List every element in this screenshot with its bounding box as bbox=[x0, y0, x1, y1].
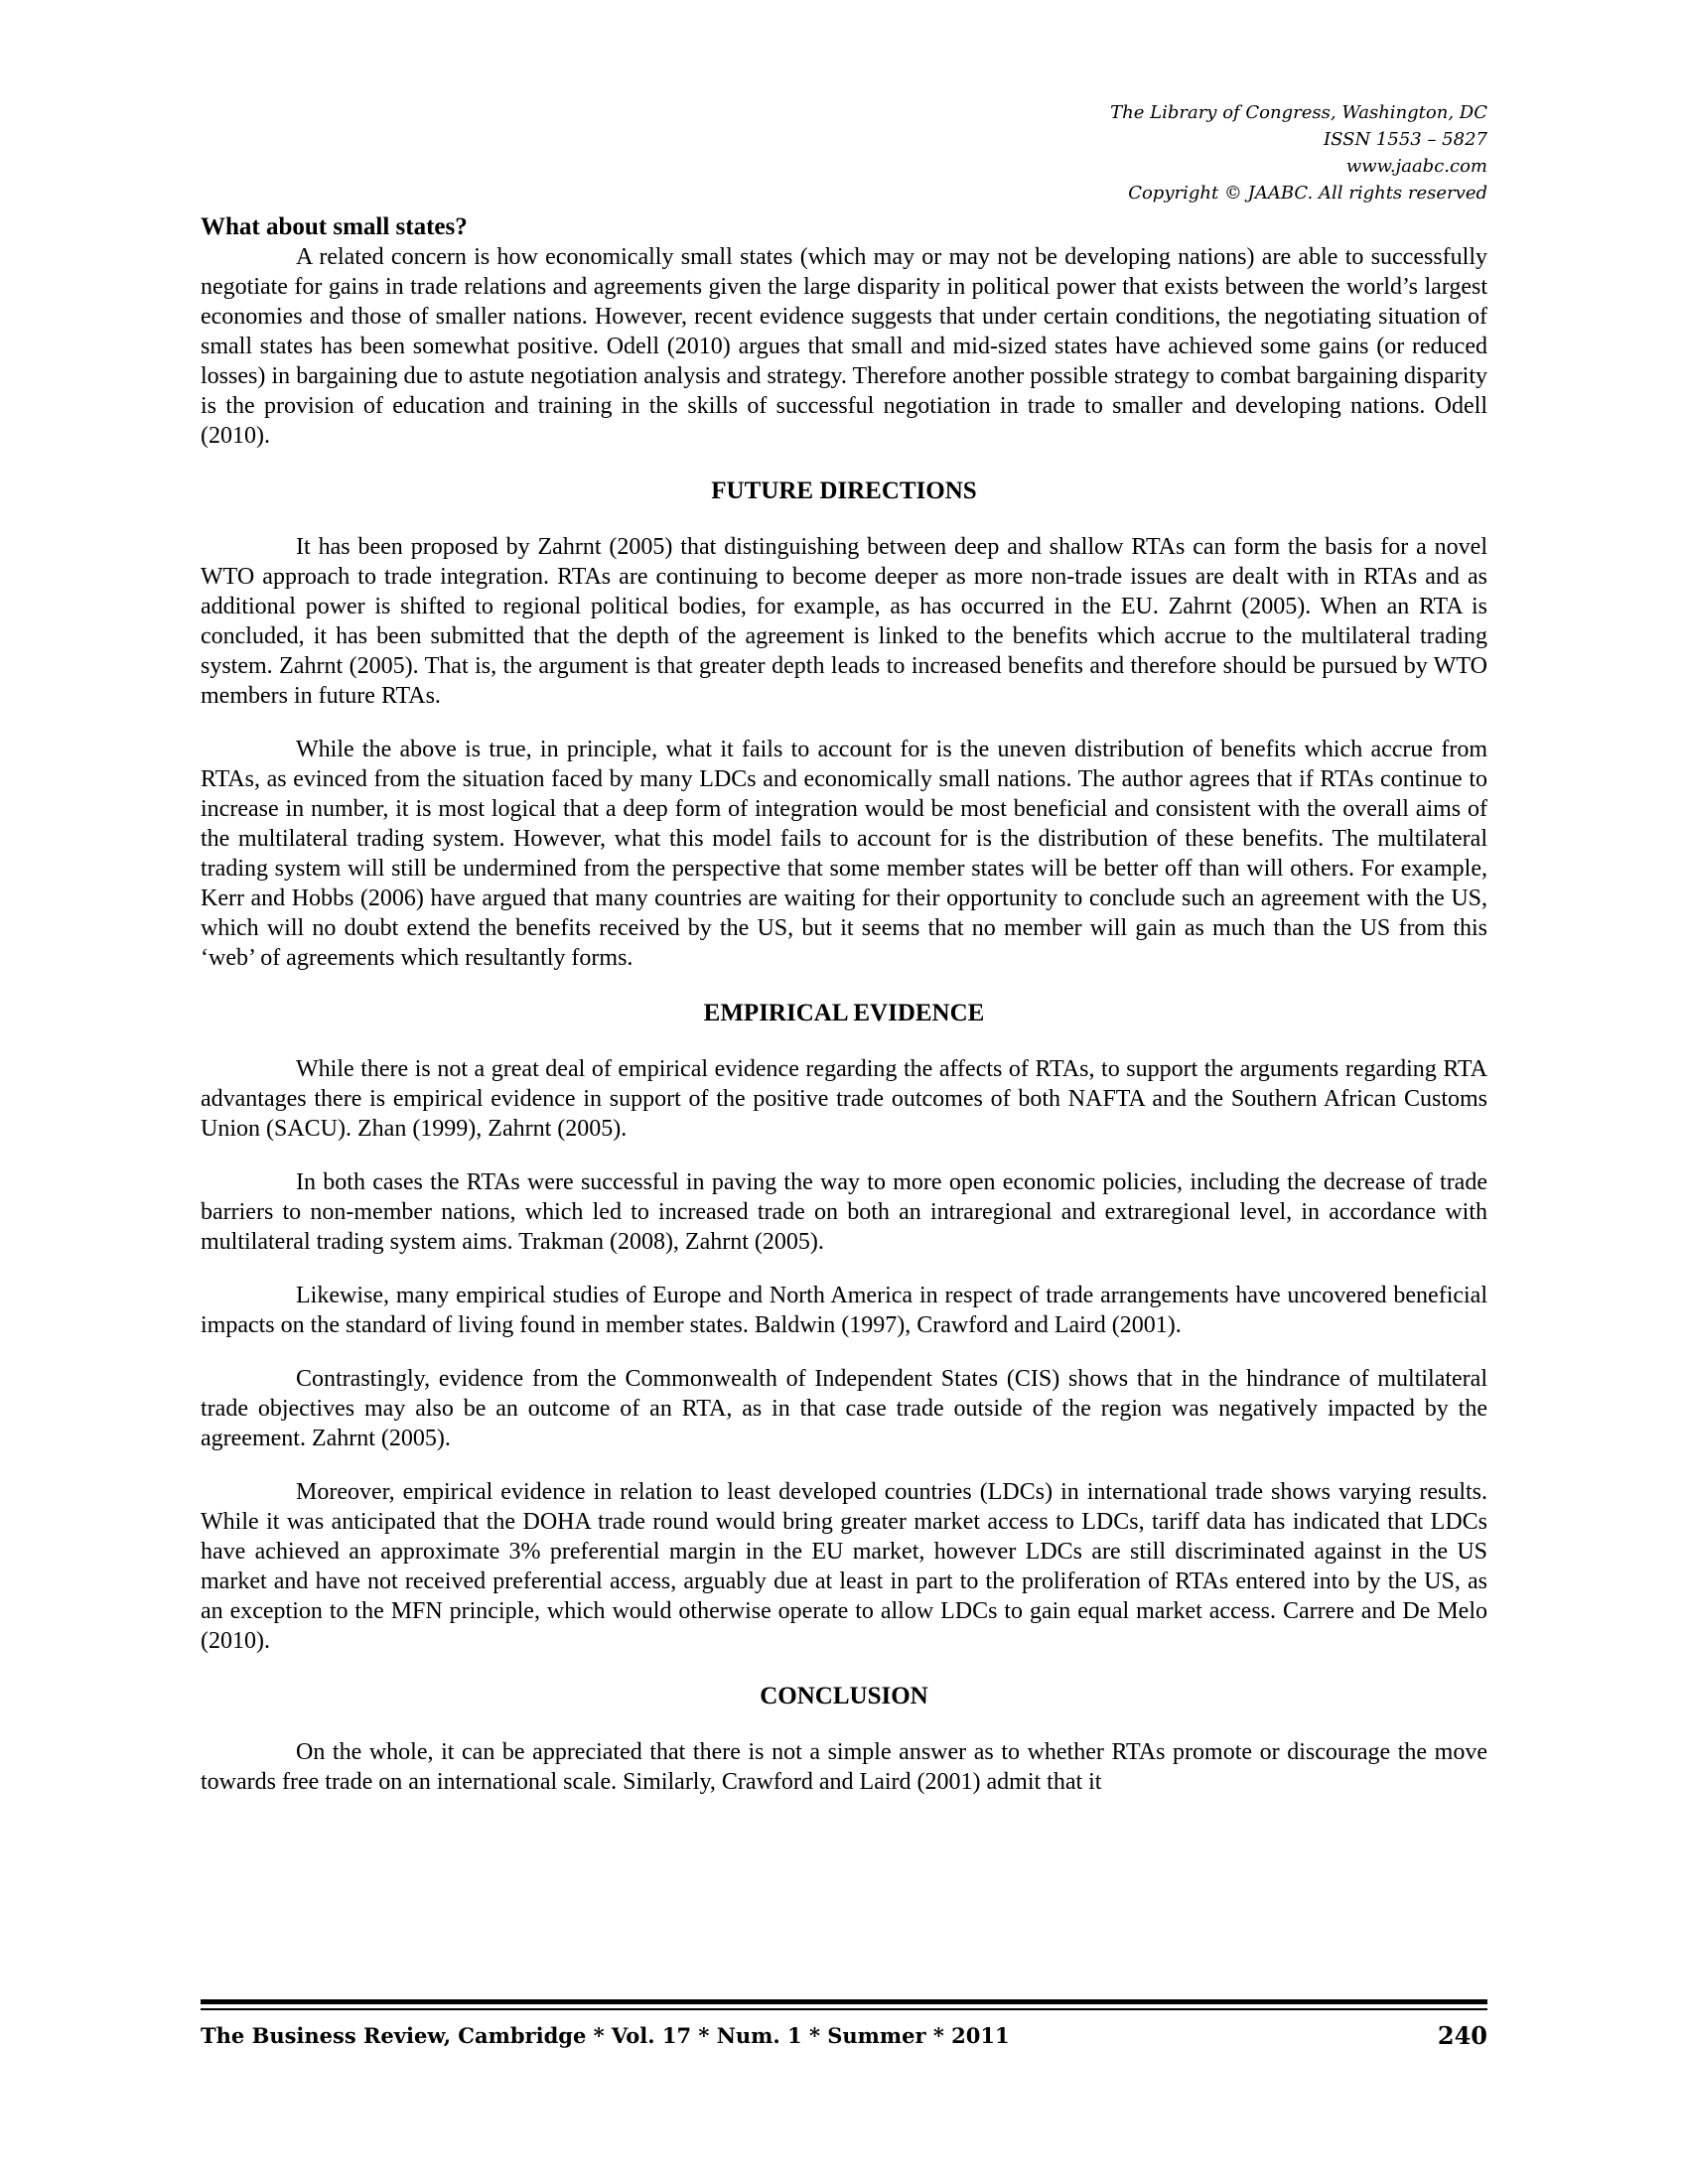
paragraph-empirical-2: In both cases the RTAs were successful in paving the way to more open economic policies, including the decrease of trade barriers to non-member nations, which led to increased trade on both an intraregional and extraregional level, in accordance with multilateral trading system aims. Trakman (2008), Zahrnt (2005). bbox=[201, 1169, 1487, 1255]
paragraph-future-1: It has been proposed by Zahrnt (2005) that distinguishing between deep and shallow RTAs can form the basis for a novel WTO approach to trade integration. RTAs are continuing to become deeper as more non-trade issues are dealt with in RTAs and as additional power is shifted to regional political bodies, for example, as has occurred in the EU. Zahrnt (2005). When an RTA is concluded, it has been submitted that the depth of the agreement is linked to the benefits which accrue to the multilateral trading system. Zahrnt (2005). That is, the argument is that greater depth leads to increased benefits and therefore should be pursued by WTO members in future RTAs. bbox=[201, 534, 1487, 709]
section-heading-small-states: What about small states? bbox=[201, 213, 468, 240]
header-line-library: The Library of Congress, Washington, DC bbox=[1110, 102, 1487, 123]
header-line-website: www.jaabc.com bbox=[1345, 156, 1487, 177]
section-heading-future-directions: FUTURE DIRECTIONS bbox=[711, 478, 977, 504]
journal-footer bbox=[201, 2021, 1487, 2051]
footer-journal-info: The Business Review, Cambridge * Vol. 17 * Num. 1 * Summer * 2011 bbox=[201, 2023, 1010, 2048]
section-heading-conclusion: CONCLUSION bbox=[760, 1683, 928, 1709]
paragraph-empirical-4: Contrastingly, evidence from the Commonwealth of Independent States (CIS) shows that in the hindrance of multilateral trade objectives may also be an outcome of an RTA, as in that case trade outside of the region was negatively impacted by the agreement. Zahrnt (2005). bbox=[201, 1366, 1487, 1451]
paragraph-empirical-3: Likewise, many empirical studies of Europe and North America in respect of trade arrangements have uncovered beneficial impacts on the standard of living found in member states. Baldwin (1997), Crawford and Laird (2001). bbox=[201, 1283, 1487, 1338]
paragraph-small-states: A related concern is how economically small states (which may or may not be developing nations) are able to successfully negotiate for gains in trade relations and agreements given the large disparity in political power that exists between the world’s largest economies and those of smaller nations. However, recent evidence suggests that under certain conditions, the negotiating situation of small states has been somewhat positive. Odell (2010) argues that small and mid-sized states have achieved some gains (or reduced losses) in bargaining due to astute negotiation analysis and strategy. Therefore another possible strategy to combat bargaining disparity is the provision of education and training in the skills of successful negotiation in trade to smaller and developing nations. Odell (2010). bbox=[201, 244, 1487, 449]
footer-rule-thin bbox=[201, 2008, 1487, 2010]
footer-rule-thick bbox=[201, 1999, 1487, 2004]
paragraph-empirical-5: Moreover, empirical evidence in relation to least developed countries (LDCs) in international trade shows varying results. While it was anticipated that the DOHA trade round would bring greater market access to LDCs, tariff data has indicated that LDCs have achieved an approximate 3% preferential margin in the EU market, however LDCs are still discriminated against in the US market and have not received preferential access, arguably due at least in part to the proliferation of RTAs entered into by the US, as an exception to the MFN principle, which would otherwise operate to allow LDCs to gain equal market access. Carrere and De Melo (2010). bbox=[201, 1479, 1487, 1654]
header-line-copyright: Copyright © JAABC. All rights reserved bbox=[1128, 183, 1487, 204]
paragraph-conclusion-1: On the whole, it can be appreciated that there is not a simple answer as to whether RTAs promote or discourage the move towards free trade on an international scale. Similarly, Crawford and Laird (2001) admit that it bbox=[201, 1739, 1487, 1795]
paragraph-empirical-1: While there is not a great deal of empirical evidence regarding the affects of RTAs, to support the arguments regarding RTA advantages there is empirical evidence in support of the positive trade outcomes of both NAFTA and the Southern African Customs Union (SACU). Zhan (1999), Zahrnt (2005). bbox=[201, 1056, 1487, 1142]
page-number: 240 bbox=[1437, 2021, 1487, 2050]
article-body bbox=[201, 212, 1487, 1797]
paragraph-future-2: While the above is true, in principle, what it fails to account for is the uneven distribution of benefits which accrue from RTAs, as evinced from the situation faced by many LDCs and economically small nations. The author agrees that if RTAs continue to increase in number, it is most logical that a deep form of integration would be most beneficial and consistent with the overall aims of the multilateral trading system. However, what this model fails to account for is the distribution of these benefits. The multilateral trading system will still be undermined from the perspective that some member states will be better off than will others. For example, Kerr and Hobbs (2006) have argued that many countries are waiting for their opportunity to conclude such an agreement with the US, which will no doubt extend the benefits received by the US, but it seems that no member will gain as much than the US from this ‘web’ of agreements which resultantly forms. bbox=[201, 737, 1487, 971]
header-line-issn: ISSN 1553 – 5827 bbox=[1324, 129, 1487, 150]
journal-header bbox=[1110, 99, 1487, 206]
section-heading-empirical-evidence: EMPIRICAL EVIDENCE bbox=[703, 1000, 985, 1026]
